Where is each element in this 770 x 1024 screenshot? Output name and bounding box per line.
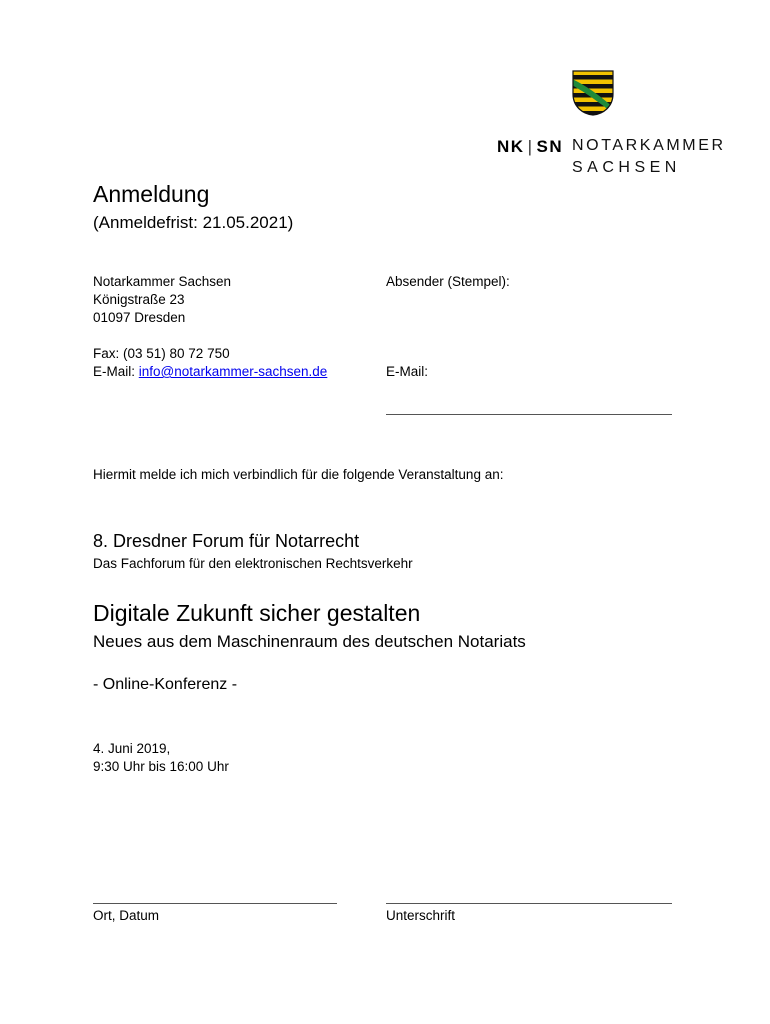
recipient-city: 01097 Dresden: [93, 310, 186, 325]
logo-abbr-right: SN: [536, 137, 564, 156]
recipient-email-label: E-Mail:: [93, 364, 139, 379]
event-date-block: [93, 740, 229, 776]
saxony-coat-of-arms-logo: [572, 70, 614, 116]
place-date-line[interactable]: [93, 903, 337, 904]
sender-stamp-label: Absender (Stempel):: [386, 274, 510, 289]
event-forum-title: 8. Dresdner Forum für Notarrecht: [93, 531, 360, 551]
recipient-contact: [93, 345, 327, 381]
sender-email-label: E-Mail:: [386, 364, 429, 379]
recipient-fax: Fax: (03 51) 80 72 750: [93, 346, 230, 361]
logo-abbreviation: [497, 137, 563, 157]
event-subheadline: Neues aus dem Maschinenraum des deutschen Notariats: [93, 632, 526, 651]
recipient-block: [93, 273, 231, 327]
page-title: Anmeldung: [93, 181, 210, 207]
event-time: 9:30 Uhr bis 16:00 Uhr: [93, 759, 229, 774]
deadline-text: (Anmeldefrist: 21.05.2021): [93, 213, 294, 232]
signature-label: Unterschrift: [386, 908, 456, 923]
recipient-name: Notarkammer Sachsen: [93, 274, 232, 289]
event-format: - Online-Konferenz -: [93, 676, 238, 693]
recipient-street: Königstraße 23: [93, 292, 185, 307]
recipient-email-link[interactable]: info@notarkammer-sachsen.de: [138, 364, 328, 379]
logo-divider: |: [527, 137, 534, 156]
registration-statement: Hiermit melde ich mich verbindlich für die folgende Veranstaltung an:: [93, 467, 504, 482]
signature-line[interactable]: [386, 903, 672, 904]
sender-email-line[interactable]: [386, 414, 672, 415]
logo-name-line1: NOTARKAMMER: [572, 137, 726, 154]
event-forum-subtitle: Das Fachforum für den elektronischen Rechtsverkehr: [93, 556, 413, 571]
logo-name-line2: SACHSEN: [572, 159, 681, 176]
event-headline: Digitale Zukunft sicher gestalten: [93, 600, 421, 626]
place-date-label: Ort, Datum: [93, 908, 160, 923]
event-date: 4. Juni 2019,: [93, 741, 171, 756]
logo-abbr-left: NK: [497, 137, 525, 156]
